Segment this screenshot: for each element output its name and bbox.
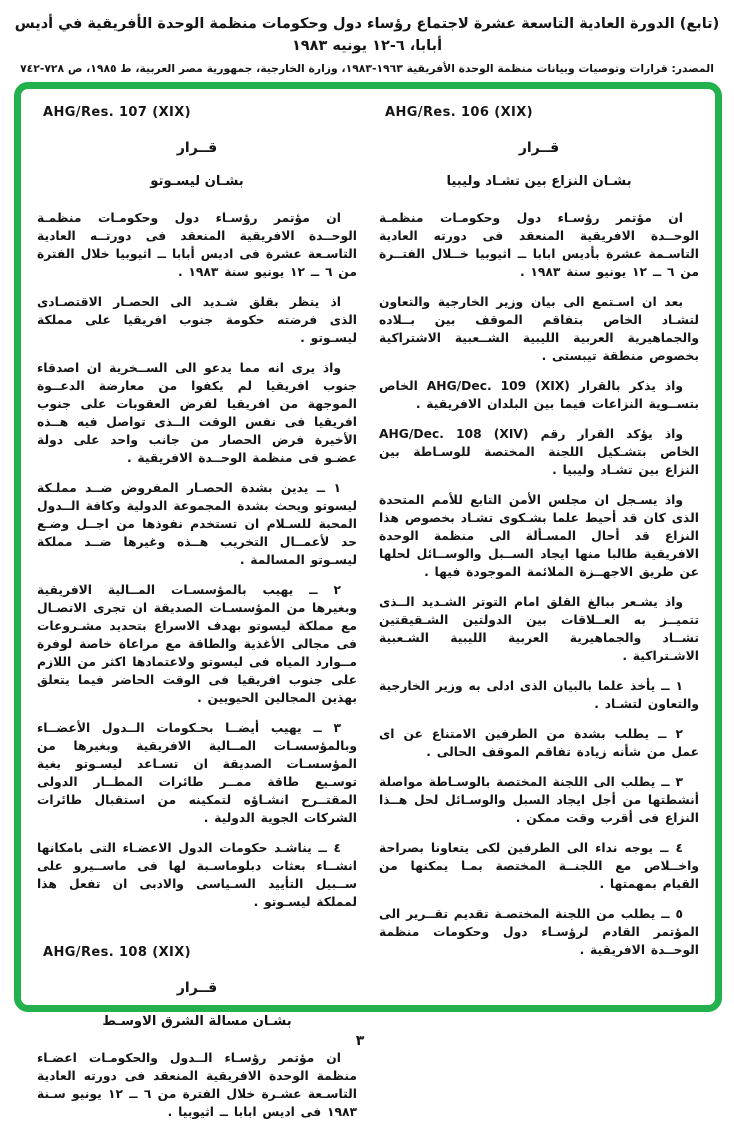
two-column-layout — [21, 89, 715, 1119]
resolution-paragraph: ٤ ــ يناشـد حكومات الدول الاعضـاء التى بامكانها انشــاء بعثات دبلوماسـبة لها فى ماســيرو على ســبيل التأييد السـياسى والادبى ان تفعل هذا لمملكة ليسـوتو . — [37, 841, 357, 909]
resolution-paragraph: ان مؤتمر رؤسـاء الــدول والحكومـات اعضـاء منظمة الوحدة الافريقية المنعقد فى دورته العادية التاسـعة عشـرة خلال الفترة من ٦ ــ ١٢ يونيو سـنة ١٩٨٣ فى اديس ابابا ــ اثيوبيا . — [37, 1051, 357, 1119]
header-source-citation: المصدر: قرارات وتوصيات وبيانات منظمة الوحدة الأفريقية ١٩٦٣-١٩٨٣، وزارة الخارجية، جمهورية مصر العربية، ط ١٩٨٥، ص ٧٢٨-٧٤٢ — [20, 61, 714, 75]
resolution-paragraph: واذ يسـجل ان مجلس الأمن التابع للأمم المتحدة الذى كان قد أحيط علما بشـكوى تشـاد بخصوص هذا النزاع قد أحال المسـألة الى منظمة الوحدة الافريقية طالبا منها ايجاد الســبل والوســائل لحلها عن طريق الاجهــزة الملائمة الموجودة فيها . — [379, 493, 699, 579]
page-footer — [0, 1030, 720, 1049]
resolution-paragraph: واذ يرى انه مما يدعو الى الســخرية ان اصدقاء جنوب افريقيا لم يكفوا من معارضة الدعــوة الموجهة من افريقيا لفرض العقوبات على جنوب افريقيا فى نفس الوقت الــذى تواصل فيه هــذه الأخيرة فرض الحصار من جانب واحد على دولة عضـو فى منظمة الوحــدة الافريقية . — [37, 361, 357, 465]
resolution-paragraph: ٤ ــ يوجه نداء الى الطرفين لكى يتعاونا بصراحة واخــلاص مع اللجنــة المختصة بمـا يمكنها من القيام بمهمتها . — [379, 841, 699, 891]
resolution-paragraph: ان مؤتمر رؤسـاء دول وحكومـات منظمـة الوحــدة الافريقية المنعقد فى دورته العادية التاسـمة عشرة بأديس ابابا ــ اثيوبيا خــلال الفتــرة من ٦ ــ ١٢ يونيو سنة ١٩٨٣ . — [379, 211, 699, 279]
resolution-paragraph: واذ يشـعر ببالغ القلق امام التوتر الشـديد الــذى تتميــز به العــلاقات بين الدولتين الشـقيقتين تشــاد والجماهيرية العربية الليبية الشـعبية الاشـتراكية . — [379, 595, 699, 663]
resolution-paragraph: ان مؤتمر رؤسـاء دول وحكومـات منظمـة الوحــدة الافريقية المنعقد فى دورتــه العادية التاسـعة عشرة فى اديس أبابا ــ اثيوبيا خلال الفترة من ٦ ــ ١٢ يونيو سنة ١٩٨٣ . — [37, 211, 357, 279]
resolution-code: AHG/Res. 106 (XIX) — [385, 105, 534, 120]
resolution-paragraph: ٢ ــ يهيب بالمؤسسـات المــالية الافريقية وبغيرها من المؤسسـات الصديقة ان تجرى الاتصـال مع مملكة ليسوتو بهدف الاسراع بتحديد مشـروعات فى مجالى الأغذية والطاقة مع مراعاة خاصة لوفرة مــوارد المياه فى ليسوتو ولاعتمادها اكثر من اللازم على جنوب افريقيا فى الوقت الحاضر فيما يتعلق بهذين المجالين الحيويين . — [37, 583, 357, 705]
resolution-heading: قــرار — [518, 140, 560, 156]
resolution-paragraph: واذ يذكر بالقرار AHG/Dec. 109 (XIX) الخاص بتســوية النزاعات فيما بين البلدان الافريقية . — [379, 379, 699, 411]
resolution-paragraph: ٣ ــ يهيب أيضــا بحـكومات الــدول الأعضــاء وبالمؤسسـات المــالية الافريقية وبغيرها من المؤسسـات الصديقة ان تسـاعد ليسـوتو بغية توسـيع طاقة ممــر طائرات المطــار الدولى المقتــرح انشـاؤه لتمكينه من استقبال طائرات الشركات الجوية الدولية . — [37, 721, 357, 825]
resolution-paragraph: ٢ ــ يطلب بشدة من الطرفين الامتناع عن اى عمل من شأنه زيادة تفاقم الموقف الحالى . — [379, 727, 699, 759]
resolution-paragraph: بعد ان اسـتمع الى بيان وزير الخارجية والتعاون لتشـاد الخاص بتفاقم الموقف بين بــلاده والجماهيرية العربية الليبية الشــعبية الاشتراكية بخصوص منطقة تيبستى . — [379, 295, 699, 363]
page-number: ٣ — [355, 1033, 365, 1049]
resolution-heading: قــرار — [176, 140, 218, 156]
resolution-paragraph: ١ ــ يدين بشدة الحصـار المفروض ضــد مملـكة ليسوتو ويحث بشدة المجموعة الدولية وكافة الــدول المحبة للسـلام ان تستخدم نفوذها من اجــل وضـع حد لأعمــال التخريب هــذه وغيرها ضــد مملكة ليسـوتو المسالمة . — [37, 481, 357, 567]
resolution-subject: بشـان ليسـوتو — [150, 174, 244, 189]
resolution-subject: بشـان مسالة الشرق الاوسـط — [102, 1014, 292, 1029]
resolution-paragraph: اذ ينظر بقلق شـديد الى الحصـار الاقتصـادى الذى فرضته حكومة جنوب افريقيا على مملكة ليسـوتو . — [37, 295, 357, 345]
resolution-paragraph: واذ يؤكد القرار رقم AHG/Dec. 108 (XIV) الخاص بتشـكيل اللجنة المختصة للوسـاطة بين النزاع بين تشـاد وليبيا . — [379, 427, 699, 477]
resolutions-frame — [14, 82, 722, 1119]
resolution-code: AHG/Res. 107 (XIX) — [43, 105, 192, 120]
resolution-paragraph: ١ ــ يأخذ علما بالبيان الذى ادلى به وزير الخارجية والتعاون لتشـاد . — [379, 679, 699, 711]
page-header — [0, 14, 734, 77]
resolution-paragraph: ٥ ــ يطلب من اللجنة المختصـة تقديم تقــرير الى المؤتمر القادم لرؤسـاء دول وحكومات منظمة الوحــدة الافريقية . — [379, 907, 699, 957]
resolution-paragraph: ٣ ــ يطلب الى اللجنة المختصة بالوسـاطة مواصلة أنشطتها من أجل ايجاد السبل والوسـائل لحل هــذا النزاع فى أقرب وقت ممكن . — [379, 775, 699, 825]
header-session-title: (تابع) الدورة العادية التاسعة عشرة لاجتماع رؤساء دول وحكومات منظمة الوحدة الأفريقية في أديس أبابا، ٦-١٢ يونيه ١٩٨٣ — [14, 16, 720, 54]
resolution-heading: قــرار — [176, 980, 218, 996]
resolution-subject: بشـان النزاع بين تشـاد وليبيا — [446, 174, 632, 189]
resolution-code: AHG/Res. 108 (XIX) — [43, 945, 192, 960]
left-text-column — [37, 105, 357, 1119]
right-text-column — [379, 105, 699, 995]
